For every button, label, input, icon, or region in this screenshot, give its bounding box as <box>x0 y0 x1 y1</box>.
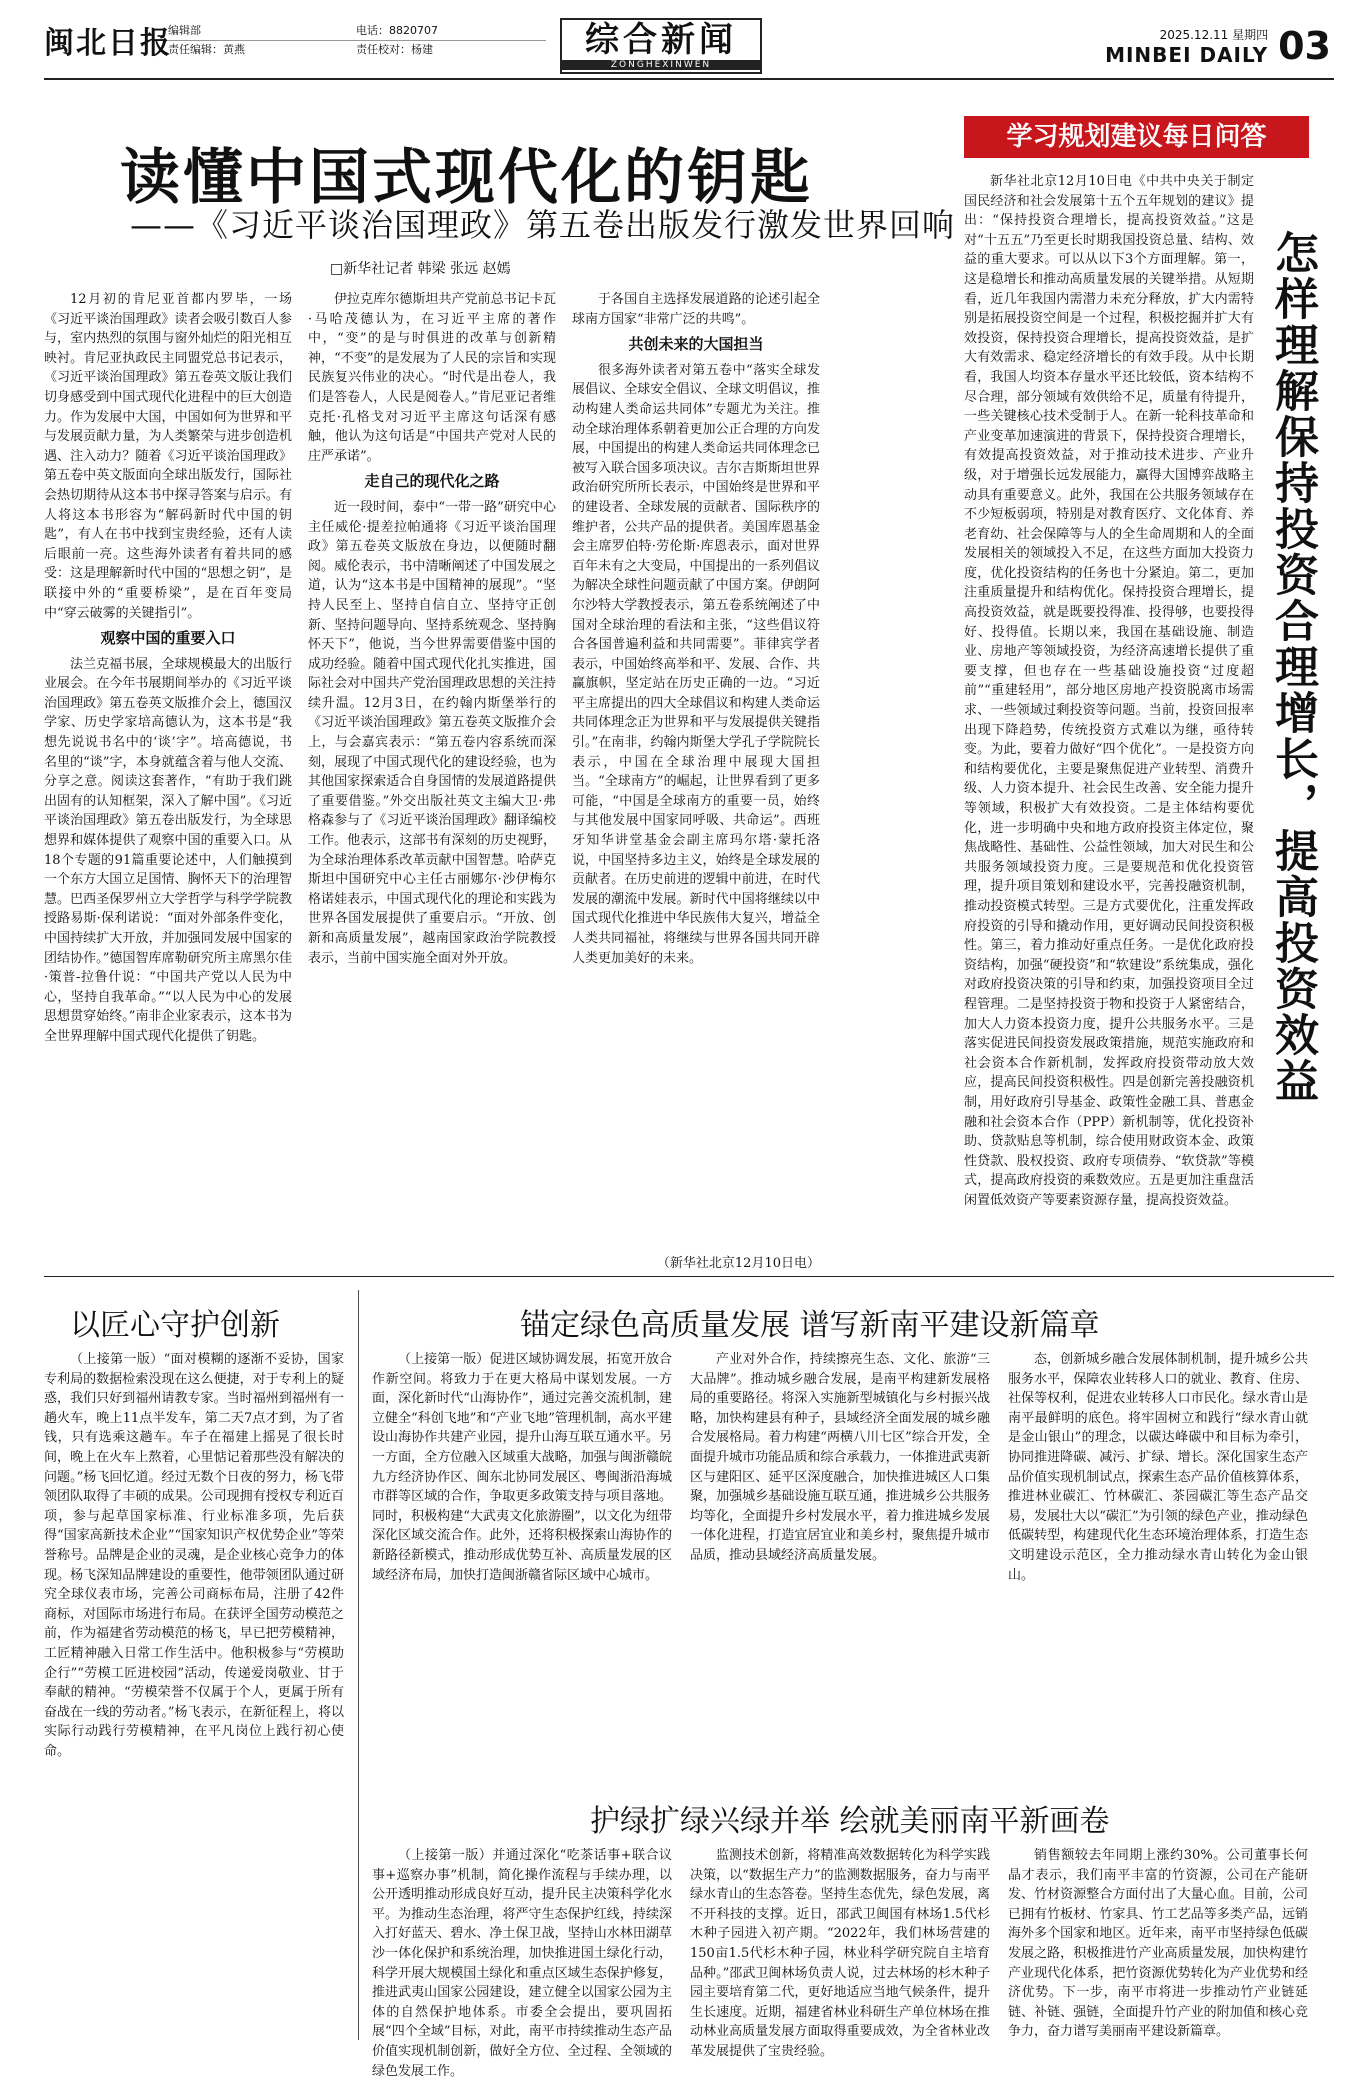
sec3-title: 锚定绿色高质量发展 谱写新南平建设新篇章 <box>520 1308 1100 1343</box>
sec4-col1-text: （上接第一版）并通过深化“吃茶话事+联合议事+巡察办事”机制，简化操作流程与手续办理，以公开透明推动形成良好互动，提升民主决策科学化水平。为推动生态治理，将严守生态保护红线，持续深入打好蓝天、碧水、净土保卫战，坚持山水林田湖草沙一体化保护和系统治理，加快推进国土绿化行动，科学开展大规模国土绿化和重点区域生态保护修复，推进武夷山国家公园建设，建立健全以国家公园为主体的自然保护地体系。市委全会提出，要巩固拓展“四个全域”目标，对此，南平市持续推动生态产品价值实现机制创新，做好全方位、全过程、全领域的绿色发展工作。 <box>372 1848 672 2079</box>
lead-col1b-text: 法兰克福书展，全球规模最大的出版行业展会。在今年书展期间举办的《习近平谈治国理政》第五卷英文版推介会上，德国汉学家、历史学家培高德认为，这本书是“我想先说说书名中的‘谈’字”。培高德说，书名里的“谈”字，本身就蕴含着与他人交流、分享之意。阅读这套著作，“有助于我们跳出固有的认知框架，深入了解中国”。《习近平谈治国理政》第五卷出版发行，为全球思想界和媒体提供了观察中国的重要入口。从18个专题的91篇重要论述中，人们触摸到一个东方大国立足国情、胸怀天下的治理智慧。巴西圣保罗州立大学哲学与科学学院教授路易斯·保利诺说：“面对外部条件变化，中国持续扩大开放，并加强同发展中国家的团结协作。”德国智库席勒研究所主席黑尔佳·策普-拉鲁什说：“中国共产党以人民为中心，坚持自我革命。”“以人民为中心的发展思想贯穿始终。”南非企业家表示，这本书为全世界理解中国式现代化提供了钥匙。 <box>44 656 292 1044</box>
lead-byline: □新华社记者 韩梁 张远 赵嫣 <box>330 261 511 277</box>
lead-col-2 <box>308 290 556 966</box>
masthead-rule <box>44 78 1334 80</box>
sec4-col-3 <box>1008 1846 1308 2042</box>
sec2-body <box>44 1350 344 2040</box>
lead-col-1 <box>44 290 292 1044</box>
section-title: 综合新闻 <box>585 20 737 60</box>
side-vertical-title: 怎样理解保持投资合理增长，提高投资效益 <box>1267 230 1318 1104</box>
lead-col-3 <box>572 290 820 966</box>
sec3-col-3 <box>1008 1350 1308 1770</box>
section-pinyin: ZONGHEXINWEN <box>562 60 760 70</box>
sec2-divider <box>358 1290 359 2040</box>
editor-info <box>168 22 368 59</box>
lead-col3-text: 于各国自主选择发展道路的论述引起全球南方国家“非常广泛的共鸣”。 <box>572 292 820 327</box>
page-number: 03 <box>1278 24 1331 68</box>
date-area <box>1105 24 1331 68</box>
side-banner: 学习规划建议每日问答 <box>964 116 1309 158</box>
lead-col1-text: 12月初的肯尼亚首都内罗毕，一场《习近平谈治国理政》读者会吸引数百人参与，室内热烈的氛围与窗外灿烂的阳光相互映衬。肯尼亚执政民主同盟党总书记表示，《习近平谈治国理政》第五卷英文版让我们切身感受到中国式现代化进程中的巨大创造力。作为发展中大国，中国如何为世界和平与发展贡献力量，为人类繁荣与进步创造机遇、注入动力？随着《习近平谈治国理政》第五卷中英文版面向全球出版发行，国际社会热切期待从这本书中探寻答案与启示。有人将这本书形容为“解码新时代中国的钥匙”，有人在书中找到宝贵经验，还有人读后眼前一亮。这些海外读者有着共同的感受：这是理解新时代中国的“思想之钥”，是联接中外的“重要桥梁”，是在百年变局中“穿云破雾的关键指引”。 <box>44 292 292 621</box>
sec3-col3-text: 态，创新城乡融合发展体制机制，提升城乡公共服务水平，保障农业转移人口的就业、教育、住房、社保等权利，促进农业转移人口市民化。绿水青山是南平最鲜明的底色。将牢固树立和践行“绿水青山就是金山银山”的理念，以碳达峰碳中和目标为牵引，协同推进降碳、减污、扩绿、增长。深化国家生态产品价值实现机制试点，探索生态产品价值核算体系，推进林业碳汇、竹林碳汇、茶园碳汇等生态产品交易，发展壮大以“碳汇”为引领的绿色产业，推动绿色低碳转型，构建现代化生态环境治理体系，打造生态文明建设示范区，全力推动绿水青山转化为金山银山。 <box>1008 1352 1308 1583</box>
editor-label: 编辑部 <box>168 22 368 41</box>
lead-col2b-text: 近一段时间，泰中“一带一路”研究中心主任威伦·提差拉帕通将《习近平谈治国理政》第五卷英文版放在身边，以便随时翻阅。威伦表示，书中清晰阐述了中国发展之道，认为“这本书是中国精神的展现”。“坚持人民至上、坚持自信自立、坚持守正创新、坚持问题导向、坚持系统观念、坚持胸怀天下”，他说，当今世界需要借鉴中国的成功经验。随着中国式现代化扎实推进，国际社会对中国共产党治国理政思想的关注持续升温。12月3日，在约翰内斯堡举行的《习近平谈治国理政》第五卷英文版推介会上，与会嘉宾表示：“第五卷内容系统而深刻，展现了中国式现代化的建设经验，也为其他国家探索适合自身国情的发展道路提供了重要借鉴。”外交出版社英文主编大卫·弗格森参与了《习近平谈治国理政》翻译编校工作。他表示，这部书有深刻的历史视野，为全球治理体系改革贡献中国智慧。哈萨克斯坦中国研究中心主任古丽娜尔·沙伊梅尔格诺娃表示，中国式现代化的理论和实践为世界各国发展提供了重要启示。“开放、创新和高质量发展”，越南国家政治学院教授表示，当前中国实施全面对外开放。 <box>308 499 556 966</box>
section-title-box <box>560 18 762 74</box>
sec4-col2-text: 监测技术创新，将精准高效数据转化为科学实践决策，以“数据生产力”的监测数据服务，奋力与南平绿水青山的生态答卷。坚持生态优先，绿色发展，离不开科技的支撑。近日，邵武卫闽国有林场1.5代杉木种子园进入初产期。“2022年，我们林场营建的150亩1.5代杉木种子园，林业科学研究院自主培育品种。”邵武卫闽林场负责人说，过去林场的杉木种子园主要培育第二代，更好地适应当地气候条件，提升生长速度。近期，福建省林业科研生产单位林场在推动林业高质量发展方面取得重要成效，为全省林业改革发展提供了宝贵经验。 <box>690 1848 990 2059</box>
sec4-title: 护绿扩绿兴绿并举 绘就美丽南平新画卷 <box>590 1804 1110 1839</box>
sec3-col2-text: 产业对外合作，持续擦亮生态、文化、旅游“三大品牌”。推动城乡融合发展，是南平构建新发展格局的重要路径。将深入实施新型城镇化与乡村振兴战略，加快构建县有种子，县域经济全面发展的城乡融合发展格局。着力构建“两横八川七区”综合开发，全面提升城市功能品质和综合承载力，一体推进武夷新区与建阳区、延平区深度融合，加快推进城区人口集聚，加强城乡基础设施互联互通，推进城乡公共服务均等化，全面提升乡村发展水平，着力推进城乡发展一体化进程，打造宜居宜业和美乡村，聚焦提升城市品质，推动县域经济高质量发展。 <box>690 1352 990 1563</box>
lead-col2-text: 伊拉克库尔德斯坦共产党前总书记卡瓦·马哈茂德认为，在习近平主席的著作中，“变”的是与时俱进的改革与创新精神，“不变”的是发展为了人民的宗旨和实现民族复兴伟业的决心。“时代是出卷人，我们是答卷人，人民是阅卷人。”肯尼亚记者维克托·孔格戈对习近平主席这句话深有感触，他认为这句话是“中国共产党对人民的庄严承诺”。 <box>308 292 556 464</box>
lead-col3-subheading: 共创未来的大国担当 <box>628 335 764 354</box>
sec3-col-1 <box>372 1350 672 1770</box>
sec3-col1-text: （上接第一版）促进区域协调发展，拓宽开放合作新空间。将致力于在更大格局中谋划发展。一方面，深化新时代“山海协作”，通过完善交流机制，建立健全“科创飞地”和“产业飞地”管理机制，高水平建设山海协作共建产业园，提升山海互联互通水平。另一方面，全方位融入区域重大战略，加强与闽浙赣皖九方经济协作区、闽东北协同发展区、粤闽浙沿海城市群等区域的合作，争取更多政策支持与项目落地。同时，积极构建“大武夷文化旅游圈”，以文化为纽带深化区域交流合作。此外，还将积极探索山海协作的新路径新模式，推动形成优势互补、高质量发展的区域经济布局，加快打造闽浙赣省际区域中心城市。 <box>372 1352 672 1583</box>
sec3-col-2 <box>690 1350 990 1770</box>
lead-headline: 读懂中国式现代化的钥匙 <box>120 143 813 213</box>
lead-col2-subheading: 走自己的现代化之路 <box>364 472 500 491</box>
masthead <box>0 0 1349 82</box>
issue-date: 2025.12.11 星期四 <box>1159 27 1269 42</box>
sec4-col3-text: 销售额较去年同期上涨约30%。公司董事长何晶才表示，我们南平丰富的竹资源，公司在产能研发、竹材资源整合方面付出了大量心血。目前，公司已拥有竹板材、竹家具、竹工艺品等多类产品，远销海外多个国家和地区。近年来，南平市坚持绿色低碳发展之路，积极推进竹产业高质量发展，加快构建竹产业现代化体系，把竹资源优势转化为产业优势和经济优势。下一步，南平市将进一步推动竹产业链延链、补链、强链，全面提升竹产业的附加值和核心竞争力，奋力谱写美丽南平建设新篇章。 <box>1008 1848 1308 2040</box>
lead-col3b-text: 很多海外读者对第五卷中“落实全球发展倡议、全球安全倡议、全球文明倡议，推动构建人类命运共同体”专题尤为关注。推动全球治理体系朝着更加公正合理的方向发展，中国提出的构建人类命运共同体理念已被写入联合国多项决议。吉尔吉斯斯坦世界政治研究所所长表示，中国始终是世界和平的建设者、全球发展的贡献者、国际秩序的维护者，公共产品的提供者。美国库恩基金会主席罗伯特·劳伦斯·库恩表示，面对世界百年未有之大变局，中国提出的一系列倡议为解决全球性问题贡献了中国方案。伊朗阿尔沙特大学教授表示，第五卷系统阐述了中国对全球治理的看法和主张，“这些倡议符合各国普遍利益和共同需要”。菲律宾学者表示，中国始终高举和平、发展、合作、共赢旗帜，坚定站在历史正确的一边。“习近平主席提出的四大全球倡议和构建人类命运共同体理念正为世界和平与发展提供关键指引。”在南非，约翰内斯堡大学孔子学院院长表示，中国在全球治理中展现大国担当。“全球南方”的崛起，让世界看到了更多可能，“中国是全球南方的重要一员，始终与其他发展中国家同呼吸、共命运”。西班牙知华讲堂基金会副主席玛尔塔·蒙托洛说，中国坚持多边主义，始终是全球发展的贡献者。在历史前进的逻辑中前进，在时代发展的潮流中发展。新时代中国将继续以中国式现代化推进中华民族伟大复兴，增益全人类共同福祉，将继续与世界各国共同开辟人类更加美好的未来。 <box>572 362 820 966</box>
side-body-text: 新华社北京12月10日电《中共中央关于制定国民经济和社会发展第十五个五年规划的建议》提出：“保持投资合理增长，提高投资效益。”这是对“十五五”乃至更长时期我国投资总量、结构、效益的重大要求。可以从以下3个方面理解。第一，这是稳增长和推动高质量发展的关键举措。从短期看，近几年我国内需潜力未充分释放，扩大内需特别是拓展投资空间是一个过程，积极挖掘并扩大有效投资，保持投资合理增长，提高投资效益，是扩大有效需求、稳定经济增长的有效手段。从中长期看，我国人均资本存量水平还比较低，资本结构不尽合理，部分领域有效供给不足，质量有待提升，一些关键核心技术受制于人。在新一轮科技革命和产业变革加速演进的背景下，保持投资合理增长，有效提高投资效益，对于推动技术进步、产业升级，对于增强长远发展能力，赢得大国博弈战略主动具有重要意义。此外，我国在公共服务领域存在不少短板弱项，特别是对教育医疗、文化体育、养老育幼、社会保障等与人的全生命周期和人的全面发展相关的领域投入不足，在这些方面加大投资力度，优化投资结构的任务也十分紧迫。第二，更加注重质量提升和结构优化。保持投资合理增长，提高投资效益，就是既要投得准、投得够，也要投得好、投得值。长期以来，我国在基础设施、制造业、房地产等领域投资，为经济高速增长提供了重要支撑，但也存在一些基础设施投资“过度超前”“重建轻用”，部分地区房地产投资脱离市场需求、一些领域过剩投资等问题。当前，投资回报率出现下降趋势，传统投资方式难以为继，亟待转变。为此，要着力做好“四个优化”。一是投资方向和结构要优化，主要是聚焦促进产业转型、消费升级、人力资本提升、社会民生改善、安全能力提升等领域，积极扩大有效投资。二是主体结构要优化，进一步明确中央和地方政府投资主体定位，聚焦战略性、基础性、公益性领域，加大对民生和公共服务领域投资力度。三是要规范和优化投资管理，提升项目策划和建设水平，完善投融资机制，推动投资模式转型。三是方式要优化，注重发挥政府投资的引导和撬动作用，更好调动民间投资积极性。第三，着力推动好重点任务。一是优化政府投资结构，加强“硬投资”和“软建设”系统集成，强化对政府投资决策的引导和约束，加强投资项目全过程管理。二是坚持投资于物和投资于人紧密结合，加大人力资本投资力度，提升公共服务水平。三是落实促进民间投资发展政策措施，规范实施政府和社会资本合作新机制，发挥政府投资带动放大效应，提高民间投资积极性。四是创新完善投融资机制，用好政府引导基金、政策性金融工具、普惠金融和社会资本合作（PPP）新机制等，优化投资补助、贷款贴息等机制，综合使用财政资本金、政策性贷款、股权投资、政府专项债券、“软贷款”等模式，提高政府投资的乘数效应。五是更加注重盘活闲置低效资产等要素资源存量，提高投资效益。 <box>964 174 1254 1208</box>
contact-info <box>356 22 546 59</box>
lead-col1-subheading: 观察中国的重要入口 <box>100 629 236 648</box>
sec4-col-1 <box>372 1846 672 2079</box>
duty-editor: 责任编辑：黄燕 <box>168 43 245 56</box>
section-divider-1 <box>44 1276 1334 1277</box>
sec2-body-text: （上接第一版）“面对模糊的逐渐不妥协，国家专利局的数据检索没现在这么便捷，对于专利上的疑惑，我们只好到福州请教专家。当时福州到福州有一趟火车，晚上11点半发车，第二天7点才到，为了省钱，只有选乘这趟车。车子在福建上摇晃了很长时间，晚上在火车上熬着，心里惦记着那些没有解决的问题。”杨飞回忆道。经过无数个日夜的努力，杨飞带领团队取得了丰硕的成果。公司现拥有授权专利近百项，参与起草国家标准、行业标准多项，先后获得“国家高新技术企业”“国家知识产权优势企业”等荣誉称号。品牌是企业的灵魂，是企业核心竞争力的体现。杨飞深知品牌建设的重要性，他带领团队通过研究全球仪表市场，完善公司商标布局，注册了42件商标，对国际市场进行布局。在获评全国劳动模范之前，作为福建省劳动模范的杨飞，早已把劳模精神，工匠精神融入日常工作生活中。他积极参与“劳模助企行”“劳模工匠进校园”活动，传递爱岗敬业、甘于奉献的精神。“劳模荣誉不仅属于个人，更属于所有奋战在一线的劳动者。”杨飞表示，在新征程上，将以实际行动践行劳模精神，在平凡岗位上践行初心使命。 <box>44 1352 344 1759</box>
side-body <box>964 172 1254 1262</box>
sec4-col-2 <box>690 1846 990 2059</box>
lead-dateline: （新华社北京12月10日电） <box>656 1256 820 1271</box>
editor-phone: 电话：8820707 <box>356 22 546 41</box>
proof-editor: 责任校对：杨建 <box>356 43 433 56</box>
sec2-title: 以匠心守护创新 <box>70 1308 280 1343</box>
paper-name: MINBEI DAILY <box>1105 42 1269 67</box>
newspaper-logo: 闽北日报 <box>44 26 172 61</box>
lead-subhead: ——《习近平谈治国理政》第五卷出版发行激发世界回响 <box>130 206 956 244</box>
